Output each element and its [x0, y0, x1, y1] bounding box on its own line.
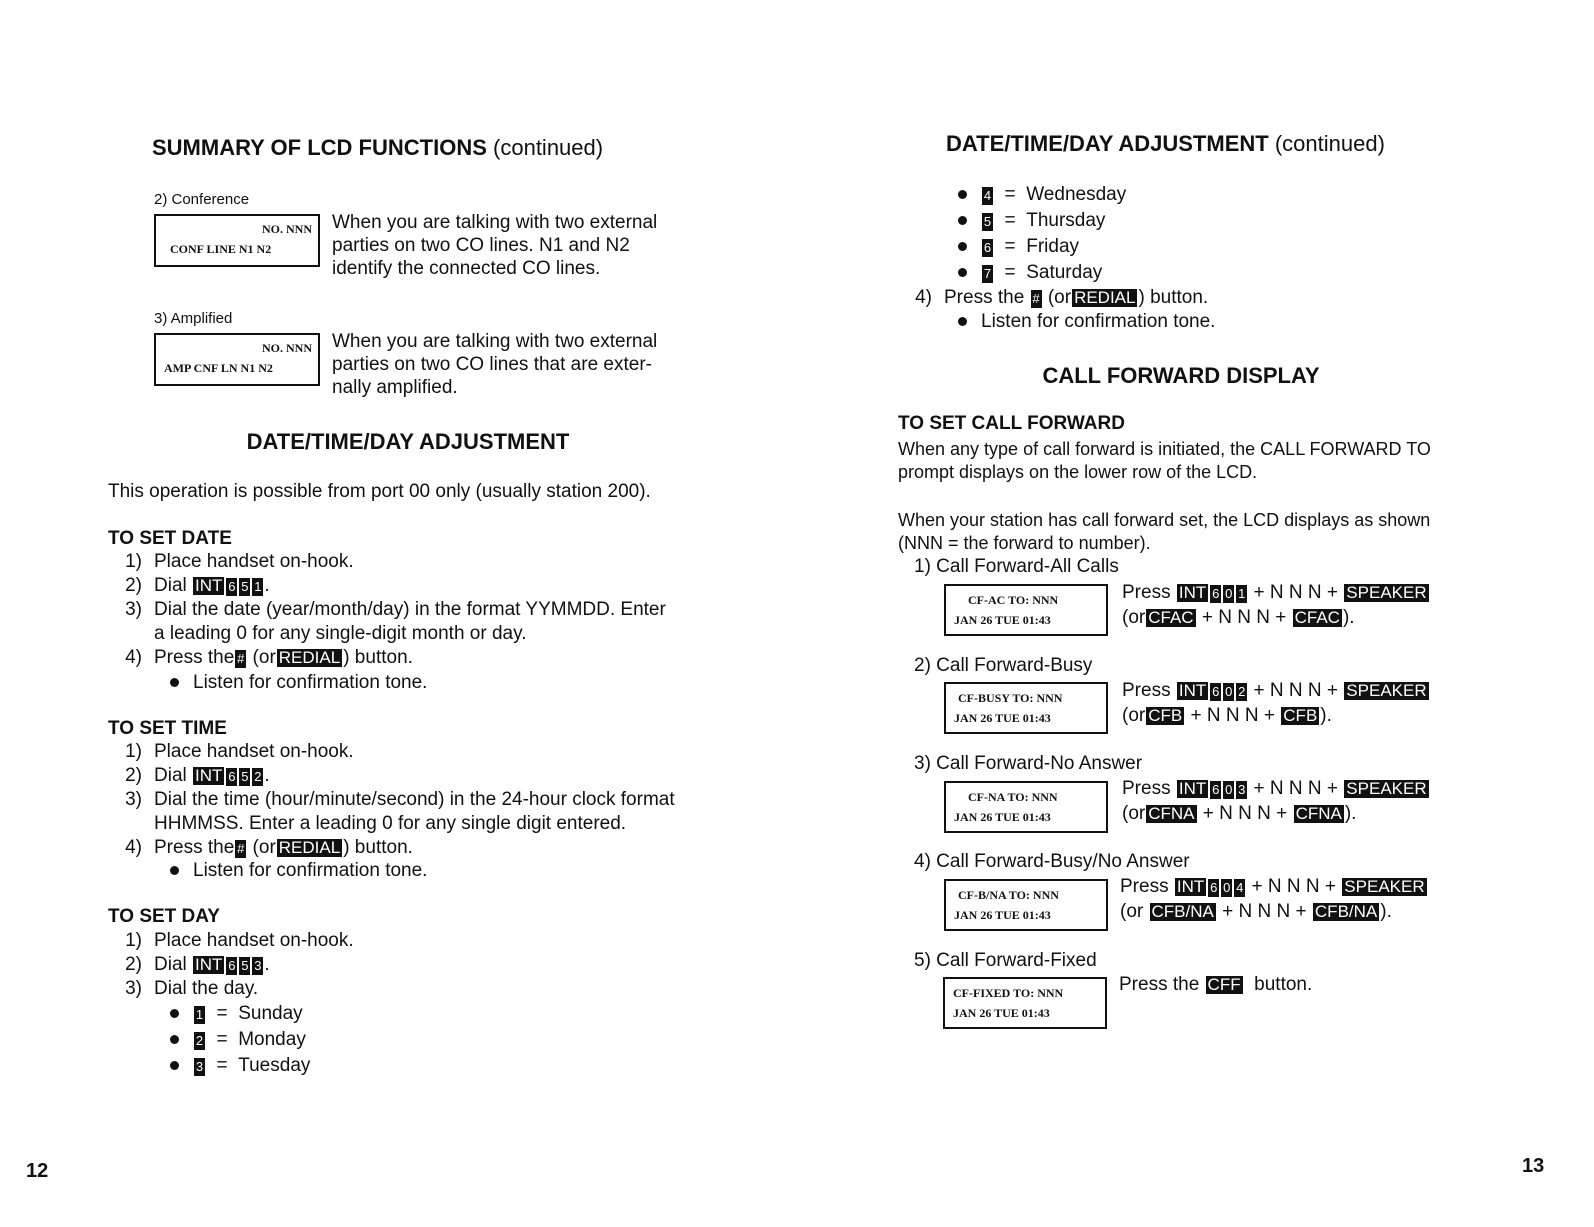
cf-label: 1) Call Forward-All Calls — [914, 556, 1119, 577]
step-mid: (or — [252, 647, 276, 668]
press-text: Press — [1122, 582, 1171, 603]
amplified-label: 3) Amplified — [154, 310, 233, 327]
digit-key: 0 — [1223, 880, 1231, 895]
cfna-key: CFNA — [1148, 804, 1195, 823]
bullet-dot — [170, 1061, 179, 1070]
step-text: Dial the time (hour/minute/second) in the 24-hour clock format — [154, 789, 675, 810]
set-cf-title: TO SET CALL FORWARD — [898, 413, 1125, 434]
set-date-title: TO SET DATE — [108, 528, 232, 549]
cf-label: 4) Call Forward-Busy/No Answer — [914, 851, 1190, 872]
lcd-row1: CF-FIXED TO: NNN — [953, 986, 1064, 1000]
digit-key: 3 — [254, 958, 262, 973]
bullet-text: Listen for confirmation tone. — [193, 672, 428, 693]
redial-key: REDIAL — [1074, 288, 1136, 307]
para-line: When your station has call forward set, the LCD displays as shown — [898, 510, 1431, 530]
digit-key: 6 — [228, 958, 236, 973]
step-text — [154, 575, 270, 597]
step-suffix: ) button. — [343, 647, 413, 668]
conference-desc — [332, 211, 657, 280]
lcd-row2: AMP CNF LN N1 N2 — [164, 361, 273, 375]
day-name: Sunday — [238, 1003, 303, 1024]
step-prefix: Dial — [154, 575, 187, 596]
digit-key: 4 — [983, 188, 992, 203]
speaker-key: SPEAKER — [1344, 877, 1425, 896]
redial-key: REDIAL — [278, 648, 341, 667]
bullet-text: Listen for confirmation tone. — [193, 860, 428, 881]
press-text: Press the — [1119, 974, 1200, 995]
cf-instructions — [1122, 581, 1430, 629]
step-suffix: . — [264, 575, 270, 596]
step — [108, 813, 708, 837]
digit-key: 3 — [1238, 782, 1246, 797]
plus-nnn: + N N N + — [1253, 778, 1339, 799]
day-item: 3 = Tuesday — [170, 1055, 310, 1077]
day-item: 1 = Sunday — [170, 1003, 303, 1025]
or-line — [1122, 606, 1430, 629]
lcd-row1: CF-BUSY TO: NNN — [958, 691, 1063, 705]
or-text: (or — [1122, 705, 1146, 726]
step-suffix: . — [264, 954, 270, 975]
step-num: 2) — [125, 954, 142, 975]
day-item: 7 = Saturday — [958, 262, 1102, 284]
cf-para1 — [898, 438, 1431, 484]
day-name: Thursday — [1026, 210, 1106, 231]
cf-lcd — [944, 781, 1108, 833]
step — [108, 837, 708, 861]
step-text: Place handset on-hook. — [154, 741, 354, 762]
int-key: INT — [195, 576, 223, 595]
set-time-steps — [108, 741, 708, 861]
lcd-row2: JAN 26 TUE 01:43 — [954, 711, 1051, 725]
bullet-dot — [958, 317, 967, 326]
lcd-row1: CF-NA TO: NNN — [968, 790, 1058, 804]
step-prefix: Press the — [154, 647, 235, 668]
step-num: 4) — [125, 647, 142, 668]
digit-key: 5 — [241, 579, 249, 594]
step-num: 1) — [125, 551, 142, 572]
step-prefix: Press the — [944, 287, 1025, 308]
plus-nnn: + N N N + — [1253, 582, 1339, 603]
step — [108, 789, 708, 813]
speaker-key: SPEAKER — [1346, 583, 1427, 602]
lcd-row1: CF-AC TO: NNN — [968, 593, 1059, 607]
digit-key: 7 — [983, 266, 992, 281]
step-text: HHMMSS. Enter a leading 0 for any single digit entered. — [154, 813, 627, 834]
step — [108, 765, 708, 789]
press-text: Press — [1122, 778, 1171, 799]
cf-lcd — [944, 879, 1108, 931]
int-key: INT — [1178, 779, 1207, 798]
digit-key: 0 — [1225, 586, 1233, 601]
or-text: (or — [1122, 607, 1146, 628]
step-num: 2) — [125, 765, 142, 786]
day-name: Monday — [238, 1029, 306, 1050]
digit-key: 1 — [1238, 586, 1246, 601]
cfac-key: CFAC — [1148, 608, 1194, 627]
digit-key: 3 — [195, 1059, 204, 1074]
bullet-item — [170, 860, 427, 882]
step-text — [154, 647, 413, 669]
digit-key: 0 — [1225, 782, 1233, 797]
cfac-key: CFAC — [1294, 608, 1340, 627]
cf-label: 3) Call Forward-No Answer — [914, 753, 1143, 774]
int-key: INT — [195, 955, 223, 974]
cfb-key: CFB — [1283, 706, 1318, 725]
step-text: Dial the date (year/month/day) in the format YYMMDD. Enter — [154, 599, 666, 620]
step — [898, 287, 1538, 311]
hash-key: # — [1032, 291, 1040, 306]
step-prefix: Dial — [154, 765, 187, 786]
step-suffix: . — [264, 765, 270, 786]
right-page-header — [946, 131, 1385, 157]
step-mid: (or — [1047, 287, 1072, 308]
press-text: Press — [1122, 680, 1171, 701]
set-day-title: TO SET DAY — [108, 906, 220, 927]
int-key: INT — [195, 766, 223, 785]
bullet-dot — [170, 1035, 179, 1044]
button-text: button. — [1254, 974, 1313, 995]
press-line — [1122, 581, 1430, 604]
plus-nnn: + N N N + — [1222, 901, 1307, 922]
step-suffix: ) button. — [1138, 287, 1209, 308]
end-text: ). — [1380, 901, 1392, 922]
step — [108, 930, 708, 954]
end-text: ). — [1344, 803, 1357, 824]
cf-label: 5) Call Forward-Fixed — [914, 950, 1097, 971]
hash-key: # — [237, 841, 245, 856]
step — [108, 551, 708, 575]
plus-nnn: + N N N + — [1253, 680, 1339, 701]
speaker-key: SPEAKER — [1346, 681, 1427, 700]
amplified-desc — [332, 330, 657, 399]
step — [108, 647, 708, 671]
step — [108, 599, 708, 623]
cfbna-key: CFB/NA — [1151, 902, 1214, 921]
lcd-row2: JAN 26 TUE 01:43 — [954, 810, 1051, 824]
lcd-row2: CONF LINE N1 N2 — [170, 242, 272, 256]
cf-lcd — [943, 977, 1107, 1029]
or-line — [1120, 900, 1428, 923]
press-line — [1120, 875, 1428, 898]
step — [108, 575, 708, 599]
amplified-lcd — [154, 333, 320, 386]
right-header-cont: (continued) — [1274, 131, 1385, 156]
step-num: 3) — [125, 789, 142, 810]
digit-key: 6 — [1212, 586, 1220, 601]
cf-instructions — [1120, 875, 1428, 923]
or-line — [1122, 802, 1430, 825]
lcd-row1: CF-B/NA TO: NNN — [958, 888, 1059, 902]
set-date-steps — [108, 551, 708, 671]
digit-key: 2 — [254, 769, 262, 784]
speaker-key: SPEAKER — [1346, 779, 1427, 798]
bullet-dot — [170, 866, 179, 875]
int-key: INT — [1178, 583, 1207, 602]
desc-line: identify the connected CO lines. — [332, 258, 601, 279]
hash-key: # — [237, 651, 245, 666]
step-prefix: Press the — [154, 837, 235, 858]
digit-key: 1 — [254, 579, 262, 594]
bullet-item — [958, 311, 1215, 333]
bullet-text: Listen for confirmation tone. — [981, 311, 1216, 332]
digit-key: 5 — [241, 769, 249, 784]
cfb-key: CFB — [1148, 706, 1183, 725]
step — [108, 978, 708, 1002]
bullet-dot — [958, 268, 967, 277]
step-text: Dial the day. — [154, 978, 259, 999]
bullet-dot — [958, 216, 967, 225]
digit-key: 6 — [228, 579, 236, 594]
or-text: (or — [1120, 901, 1144, 922]
cfbna-key: CFB/NA — [1314, 902, 1378, 921]
lcd-row1: NO. NNN — [262, 222, 312, 236]
step-text — [944, 287, 1208, 309]
para-line: prompt displays on the lower row of the LCD. — [898, 462, 1258, 482]
digit-key: 4 — [1236, 880, 1244, 895]
digit-key: 2 — [195, 1033, 204, 1048]
para-line: (NNN = the forward to number). — [898, 533, 1151, 553]
cf-instructions — [1122, 679, 1430, 727]
bullet-dot — [958, 242, 967, 251]
digit-key: 5 — [983, 214, 992, 229]
lcd-row1: NO. NNN — [262, 341, 312, 355]
digit-key: 6 — [1210, 880, 1218, 895]
right-header-title: DATE/TIME/DAY ADJUSTMENT — [946, 131, 1269, 156]
desc-line: nally amplified. — [332, 377, 458, 398]
lcd-row2: JAN 26 TUE 01:43 — [954, 908, 1051, 922]
day-item: 4 = Wednesday — [958, 184, 1126, 206]
bullet-item — [170, 672, 427, 694]
step-text — [154, 954, 270, 976]
step-text — [154, 837, 413, 859]
call-forward-title: CALL FORWARD DISPLAY — [1042, 363, 1320, 388]
step-num: 4) — [915, 287, 932, 308]
step-num: 1) — [125, 741, 142, 762]
left-page-header — [152, 135, 603, 161]
lcd-row2: JAN 26 TUE 01:43 — [954, 613, 1051, 627]
step-mid: (or — [252, 837, 276, 858]
cf-fixed-instructions — [1119, 973, 1312, 996]
left-header-cont: (continued) — [493, 135, 604, 160]
redial-key: REDIAL — [278, 838, 341, 857]
step-num: 3) — [125, 599, 142, 620]
digit-key: 1 — [195, 1007, 204, 1022]
step — [108, 623, 708, 647]
cf-lcd — [944, 682, 1108, 734]
press-line — [1122, 679, 1430, 702]
cf-instructions — [1122, 777, 1430, 825]
desc-line: parties on two CO lines. N1 and N2 — [332, 235, 630, 256]
bullet-dot — [170, 678, 179, 687]
conference-lcd — [154, 214, 320, 267]
desc-line: When you are talking with two external — [332, 331, 658, 352]
day-name: Saturday — [1026, 262, 1103, 283]
plus-nnn: + N N N + — [1201, 607, 1287, 628]
date-intro: This operation is possible from port 00 only (usually station 200). — [108, 481, 651, 502]
left-header-title: SUMMARY OF LCD FUNCTIONS — [152, 135, 487, 160]
digit-key: 6 — [1212, 782, 1220, 797]
set-day-steps — [108, 930, 708, 1002]
step-num: 4) — [125, 837, 142, 858]
or-line — [1122, 704, 1430, 727]
digit-key: 0 — [1225, 684, 1233, 699]
step-suffix: ) button. — [343, 837, 413, 858]
digit-key: 6 — [983, 240, 992, 255]
end-text: ). — [1320, 705, 1332, 726]
day-name: Friday — [1026, 236, 1080, 257]
digit-key: 5 — [241, 958, 249, 973]
bullet-dot — [170, 1009, 179, 1018]
step-text: Place handset on-hook. — [154, 551, 354, 572]
plus-nnn: + N N N + — [1202, 803, 1288, 824]
int-key: INT — [1178, 681, 1207, 700]
int-key: INT — [1176, 877, 1205, 896]
set-time-title: TO SET TIME — [108, 718, 227, 739]
day-item: 2 = Monday — [170, 1029, 306, 1051]
step-text: Place handset on-hook. — [154, 930, 354, 951]
page-number-right: 13 — [1522, 1155, 1545, 1177]
step-num: 1) — [125, 930, 142, 951]
page-number-left: 12 — [26, 1160, 49, 1182]
para-line: When any type of call forward is initiated, the CALL FORWARD TO — [898, 439, 1431, 459]
digit-key: 6 — [1212, 684, 1220, 699]
lcd-row2: JAN 26 TUE 01:43 — [953, 1006, 1050, 1020]
day-name: Tuesday — [238, 1055, 311, 1076]
cf-lcd — [944, 584, 1108, 636]
step-prefix: Dial — [154, 954, 187, 975]
desc-line: parties on two CO lines that are exter- — [332, 354, 652, 375]
cff-key: CFF — [1207, 975, 1241, 994]
day-item: 6 = Friday — [958, 236, 1079, 258]
step-num: 2) — [125, 575, 142, 596]
cf-para2 — [898, 509, 1430, 555]
cfna-key: CFNA — [1295, 804, 1342, 823]
step-text: a leading 0 for any single-digit month or day. — [154, 623, 527, 644]
date-time-title: DATE/TIME/DAY ADJUSTMENT — [246, 429, 570, 454]
day-item: 5 = Thursday — [958, 210, 1105, 232]
digit-key: 2 — [1238, 684, 1246, 699]
end-text: ). — [1342, 607, 1355, 628]
cf-label: 2) Call Forward-Busy — [914, 655, 1093, 676]
step — [108, 954, 708, 978]
press-text: Press — [1120, 876, 1169, 897]
step-text — [154, 765, 270, 787]
step — [108, 741, 708, 765]
desc-line: When you are talking with two external — [332, 212, 658, 233]
plus-nnn: + N N N + — [1190, 705, 1275, 726]
digit-key: 6 — [228, 769, 236, 784]
bullet-dot — [958, 190, 967, 199]
day-name: Wednesday — [1026, 184, 1127, 205]
or-text: (or — [1122, 803, 1146, 824]
right-step4 — [898, 287, 1538, 311]
plus-nnn: + N N N + — [1251, 876, 1337, 897]
conference-label: 2) Conference — [154, 191, 250, 208]
press-line — [1122, 777, 1430, 800]
step-num: 3) — [125, 978, 142, 999]
